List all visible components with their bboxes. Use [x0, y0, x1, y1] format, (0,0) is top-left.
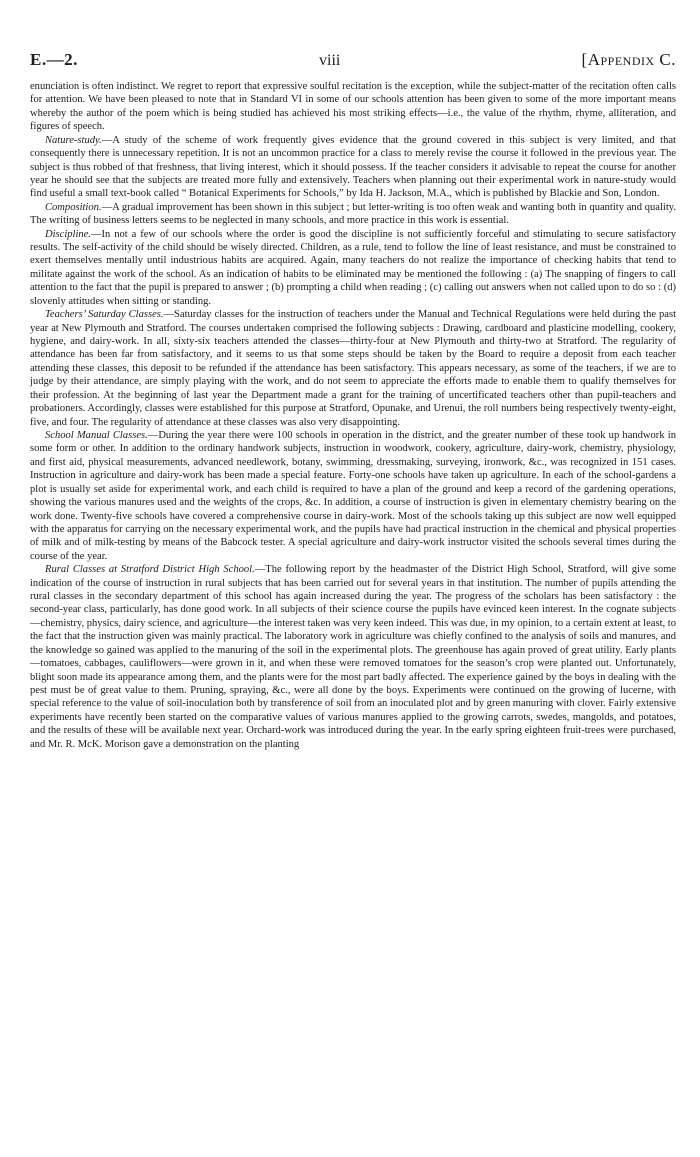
paragraph-nature-study	[30, 134, 676, 201]
paragraph-text: enunciation is often indistinct. We regret to report that expressive soulful recitation is the exception, while the subject-matter of the recitation often calls for attention. We have been pleased to note that in Standard VI in some of our schools attention has been given to some of the more important means whereby the author of the poem which is being studied has achieved his most striking effects—i.e., the value of the rhythm, rhyme, alliteration, and figures of speech.	[30, 81, 676, 133]
section-heading: Nature-study.	[45, 134, 102, 146]
section-heading: School Manual Classes.	[45, 429, 148, 441]
section-heading: Composition.	[45, 201, 102, 213]
paragraph-text: —A study of the scheme of work frequently gives evidence that the ground covered in this subject is very limited, and that consequently there is unnecessary repetition. It is not an uncommon practice for a class to merely revise the course it followed in the previous year. The subject is thus robbed of that freshness, that living interest, which it should possess. If the teacher considers it advisable to repeat the course for another year he should see that the subjects are treated more fully and extensively. Teachers when planning out their experimental work in nature-study would find useful a small text-book called “ Botanical Experiments for Schools,” by Ida H. Jackson, M.A., which is published by Blackie and Son, London.	[30, 134, 676, 200]
header-appendix: [Appendix C.	[581, 50, 676, 69]
section-heading: Teachers’ Saturday Classes.	[45, 309, 164, 321]
paragraph-text: —In not a few of our schools where the order is good the discipline is not sufficiently forceful and stimulating to secure satisfactory results. The self-activity of the child should be wisely directed. Children, as a rule, tend to follow the line of least resistance, and must be constrained to exert themselves mentally until industrious habits are acquired. Again, many teachers do not realize the importance of checking habits that tend to militate against the work of the school. As an indication of habits to be eliminated may be mentioned the following : (a) The snapping of fingers to call attention to the fact that the pupil is prepared to answer ; (b) prompting a child when reading ; (c) calling out answers when not called upon to do so : (d) slovenly attitudes when sitting or standing.	[30, 228, 676, 307]
section-heading: Rural Classes at Stratford District High School.	[45, 564, 255, 576]
paragraph-discipline	[30, 228, 676, 309]
paragraph-text: —Saturday classes for the instruction of teachers under the Manual and Technical Regulations were held during the past year at New Plymouth and Stratford. The courses undertaken comprised the following subjects : Drawing, cardboard and plasticine modelling, cookery, hygiene, and dairy-work. In all, sixty-six teachers attended the classes—thirty-four at New Plymouth and thirty-two at Stratford. The regularity of attendance has been far from satisfactory, and it seems to us that some steps should be taken by the Board to require a deposit from each teacher attending these classes, this deposit to be refunded if the attendance has been satisfactory. This appears necessary, as some of the teachers, if we are to judge by their attendance, are simply playing with the work, and do not seem to appreciate the efforts made to enable them to qualify themselves for their profession. At the beginning of last year the Department made a grant for the training of uncertificated teachers other than pupil-teachers and probationers. Accordingly, classes were established for this purpose at Stratford, Opunake, and Urenui, the roll numbers being respectively twenty-eight, five, and four. The regularity of attendance at these classes was also very disappointing.	[30, 309, 676, 428]
paragraph-composition	[30, 201, 676, 228]
paragraph-teachers-saturday-classes	[30, 308, 676, 429]
paragraph-text: —The following report by the headmaster of the District High School, Stratford, will give some indication of the course of instruction in rural subjects that has been carried out for several years in that institution. The number of pupils attending the rural classes in the secondary department of this school has again increased during the year. The progress of the scholars has been satisfactory : the second-year class, particularly, has done good work. In all subjects of their science course the pupils have evinced keen interest. In the cognate subjects—chemistry, physics, dairy science, and agriculture—the interest taken was very keen indeed. This was due, in my opinion, to a certain extent at least, to the fact that the instruction given was mainly practical. The laboratory work in agriculture was chiefly confined to the analysis of soils and manures, and the knowledge so gained was applied to the manuring of the soil in the experimental plots. The greenhouse has again proved of great utility. Early plants—tomatoes, cabbages, cauliflowers—were grown in it, and when these were removed tomatoes for the season’s crop were planted out. Unfortunately, blight soon made its appearance among them, and the plants were for the most part badly affected. The experience gained by the boys in dealing with the pest must be of great value to them. Pruning, spraying, &c., were all done by the boys. Experiments were continued on the growing of lucerne, with special reference to the value of soil-inoculation both by transference of soil from an inoculated plot and by green manuring with clover. Fairly extensive experiments have recently been started on the comparative values of various manures applied to the growing carrots, swedes, mangolds, and potatoes, and the results of these will be available next year. Orchard-work was introduced during the year. In the early spring eighteen fruit-trees were purchased, and Mr. R. McK. Morison gave a demonstration on the planting	[30, 564, 676, 750]
paragraph-text: —A gradual improvement has been shown in this subject ; but letter-writing is too often weak and wanting both in quantity and quality. The writing of business letters seems to be neglected in many schools, and more practice in this work is essential.	[30, 201, 676, 227]
paragraph-school-manual-classes	[30, 429, 676, 563]
header-reference: E.—2.	[30, 50, 78, 69]
page-number: viii	[319, 52, 341, 69]
paragraph-rural-classes	[30, 563, 676, 751]
document-page	[30, 50, 676, 751]
paragraph-text: —During the year there were 100 schools in operation in the district, and the greater number of these took up handwork in some form or other. In addition to the ordinary handwork subjects, instruction in woodwork, cookery, agriculture, dairy-work, chemistry, physiology, and first aid, physical measurements, advanced needlework, botany, swimming, dressmaking, surveying, ironwork, &c., was recognized in 151 cases. Instruction in agriculture and dairy-work has been made a special feature. Forty-one schools have taken up agriculture. In each of the school-gardens a plot is usually set aside for experimental work, and each child is required to have a plan of the ground and keep a record of the gardening operations, showing the various manures used and the weights of the crops, &c. In addition, a course of instruction is given in elementary chemistry bearing on the work done. Twenty-five schools have covered a comprehensive course in dairy-work. Most of the schools taking up this subject are now well equipped with the apparatus for carrying on the necessary experimental work, and the pupils have had practical instruction in the chemical and physical properties of milk and of milk-testing by means of the Babcock tester. A special agriculture and dairy-work instructor visited the schools several times during the course of the year.	[30, 429, 676, 562]
page-header	[30, 50, 676, 71]
body-text	[30, 80, 676, 751]
section-heading: Discipline.	[45, 228, 91, 240]
paragraph-enunciation	[30, 80, 676, 134]
